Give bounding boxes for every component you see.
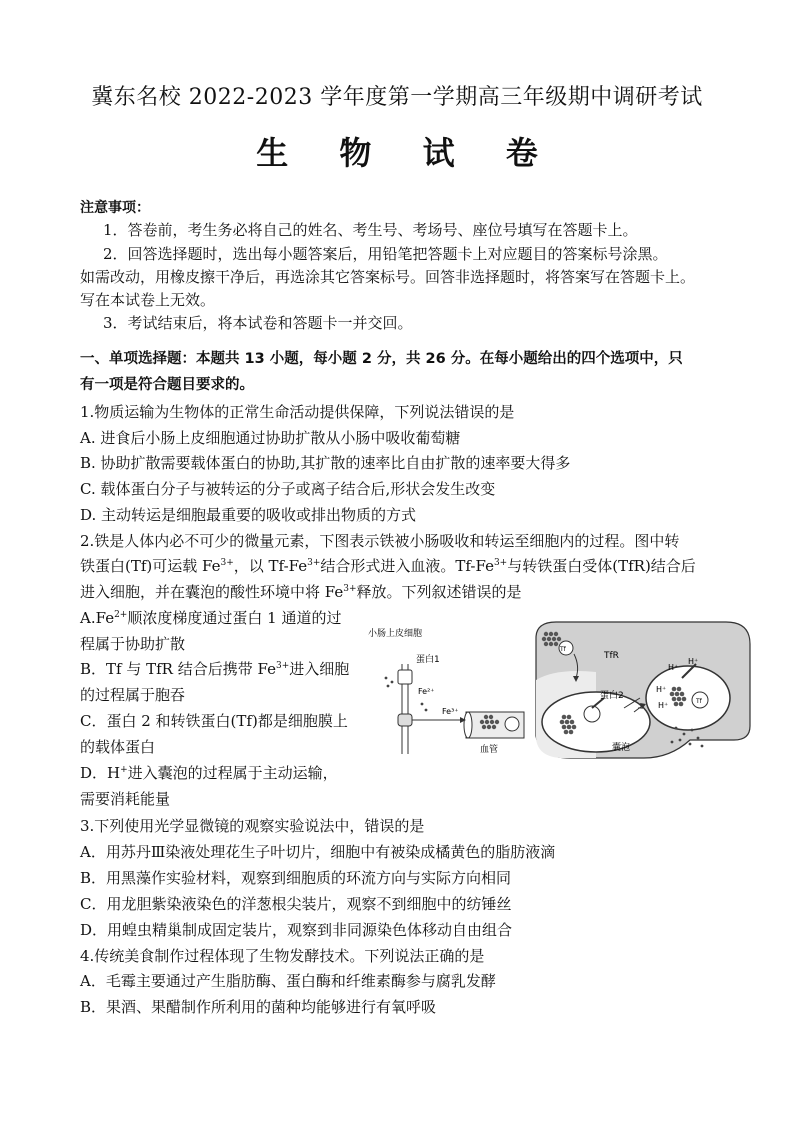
q1-option-d: D. 主动转运是细胞最重要的吸收或排出物质的方式	[80, 506, 417, 524]
q4-option-a: A．毛霉主要通过产生脂肪酶、蛋白酶和纤维素酶参与腐乳发酵	[80, 972, 496, 990]
subject-title: 生 物 试 卷	[256, 134, 558, 172]
exam-title: 冀东名校 2022-2023 学年度第一学期高三年级期中调研考试	[91, 85, 703, 110]
label-protein-1: 蛋白1	[416, 655, 440, 665]
label-protein-2: 蛋白2	[600, 691, 624, 701]
q4-option-b: B．果酒、果醋制作所利用的菌种均能够进行有氧呼吸	[80, 998, 437, 1016]
q4-stem: 4.传统美食制作过程体现了生物发酵技术。下列说法正确的是	[80, 947, 485, 965]
q3-option-c: C．用龙胆紫染液染色的洋葱根尖装片，观察不到细胞中的纺锤丝	[80, 895, 512, 913]
vesicle-right	[646, 666, 730, 730]
q2-option-b-cont: 的过程属于胞吞	[80, 686, 186, 704]
q2-option-c: C．蛋白 2 和转铁蛋白(Tf)都是细胞膜上	[80, 712, 348, 730]
q2-option-c-cont: 的载体蛋白	[80, 738, 156, 756]
label-h-2: H⁺	[688, 657, 699, 666]
label-intestinal-cell: 小肠上皮细胞	[368, 629, 423, 639]
label-fe2: Fe²⁺	[418, 687, 435, 696]
q3-option-a: A．用苏丹Ⅲ染液处理花生子叶切片，细胞中有被染成橘黄色的脂肪液滴	[80, 843, 556, 861]
label-tfr: TfR	[604, 651, 619, 661]
q2-stem-line2: 铁蛋白(Tf)可运载 $Fe^{3+}$，以 $Tf-Fe^{3+}$结合形式进入血液。$Tf-Fe^{3+}$与转铁蛋白受体(TfR)结合后	[80, 557, 696, 575]
q2-stem-line1: 2.铁是人体内必不可少的微量元素，下图表示铁被小肠吸收和转运至细胞内的过程。图中转	[80, 532, 680, 550]
label-h-1: H⁺	[668, 663, 679, 672]
notice-item-3: 3．考试结束后，将本试卷和答题卡一并交回。	[103, 314, 413, 332]
protein-1-channel	[398, 670, 412, 684]
q1-option-c: C. 载体蛋白分子与被转运的分子或离子结合后,形状会发生改变	[80, 480, 496, 498]
q2-option-d: D．H+进入囊泡的过程属于主动运输，	[80, 764, 338, 782]
label-tf-vesicle: Tf	[696, 698, 702, 705]
section-heading: 一、单项选择题：本题共 13 小题，每小题 2 分，共 26 分。在每小题给出的四个选项中，只	[80, 351, 683, 367]
notice-item-1: 1．答卷前，考生务必将自己的姓名、考生号、考场号、座位号填写在答题卡上。	[103, 221, 638, 239]
label-fe3: Fe³⁺	[442, 707, 459, 716]
label-tf-outside: Tf	[560, 646, 566, 653]
label-vesicle: 囊泡	[612, 743, 631, 753]
q1-option-a: A. 进食后小肠上皮细胞通过协助扩散从小肠中吸收葡萄糖	[80, 429, 461, 447]
q2-stem-line3: 进入细胞，并在囊泡的酸性环境中将 $Fe^{3+}$释放。下列叙述错误的是	[80, 583, 522, 601]
section-heading-cont: 有一项是符合题目要求的。	[80, 377, 254, 393]
q1-stem: 1.物质运输为生物体的正常生命活动提供保障，下列说法错误的是	[80, 403, 515, 421]
notice-heading: 注意事项：	[80, 200, 150, 216]
label-h-3: H⁺	[656, 685, 667, 694]
q2-option-d-cont: 需要消耗能量	[80, 790, 171, 808]
q2-option-a: $A.Fe^{2+}$顺浓度梯度通过蛋白 1 通道的过	[80, 609, 342, 627]
q3-stem: 3.下列使用光学显微镜的观察实验说法中，错误的是	[80, 817, 425, 835]
notice-item-2-end: 写在本试卷上无效。	[80, 291, 216, 309]
protein-carrier	[398, 714, 412, 726]
q2-option-a-cont: 程属于协助扩散	[80, 635, 186, 653]
q1-option-b: B. 协助扩散需要载体蛋白的协助,其扩散的速率比自由扩散的速率要大得多	[80, 454, 571, 472]
vesicle-left	[542, 692, 650, 752]
q3-option-b: B．用黑藻作实验材料，观察到细胞质的环流方向与实际方向相同	[80, 869, 512, 887]
notice-item-2: 2．回答选择题时，选出每小题答案后，用铅笔把答题卡上对应题目的答案标号涂黑。	[103, 245, 668, 263]
q2-option-b: B．Tf 与 TfR 结合后携带 $Fe^{3+}$进入细胞	[80, 660, 350, 678]
iron-transport-figure	[360, 618, 756, 768]
label-blood-vessel: 血管	[480, 745, 499, 755]
q3-option-d: D．用蝗虫精巢制成固定装片，观察到非同源染色体移动自由组合	[80, 921, 513, 939]
label-h-4: H⁺	[658, 701, 669, 710]
notice-item-2-cont: 如需改动，用橡皮擦干净后，再选涂其它答案标号。回答非选择题时，将答案写在答题卡上。	[80, 268, 696, 286]
